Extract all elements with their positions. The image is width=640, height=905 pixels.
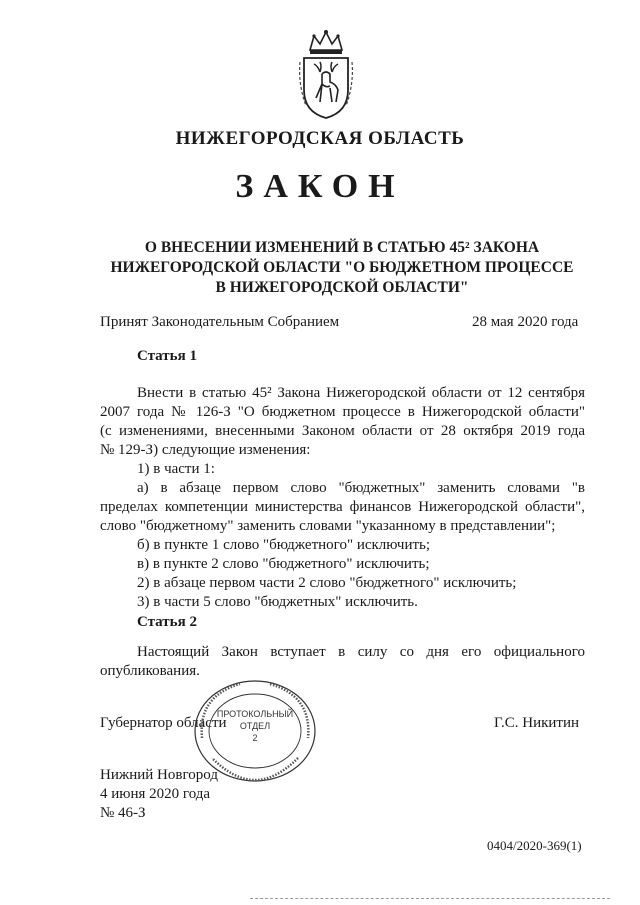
law-number: № 46-З <box>100 805 146 821</box>
article-1-line: (с изменениями, внесенными Законом области от 28 октября 2019 года <box>100 423 585 439</box>
article-1-line: слово "бюджетному" заменить словами "указанному в представлении"; <box>100 518 556 534</box>
law-heading <box>100 238 584 298</box>
stamp-line: ПРОТОКОЛЬНЫЙ <box>216 709 294 719</box>
document-type-title: ЗАКОН <box>235 168 405 205</box>
article-1-line: 1) в части 1: <box>137 461 215 477</box>
article-2-line: опубликования. <box>100 663 200 679</box>
article-1-line: в) в пункте 2 слово "бюджетного" исключить; <box>137 556 430 572</box>
signatory-title: Губернатор области <box>100 715 227 731</box>
adoption-label: Принят Законодательным Собранием <box>100 314 340 330</box>
place-of-signing: Нижний Новгород <box>100 767 218 783</box>
stamp-inner-text <box>210 708 300 744</box>
registration-number: 0404/2020-369(1) <box>487 838 582 853</box>
article-2-heading: Статья 2 <box>137 614 197 630</box>
region-title: НИЖЕГОРОДСКАЯ ОБЛАСТЬ <box>175 128 465 149</box>
article-1-line: б) в пункте 1 слово "бюджетного" исключить; <box>137 537 431 553</box>
article-1-line: Внести в статью 45² Закона Нижегородской области от 12 сентября <box>137 385 585 401</box>
law-heading-line: НИЖЕГОРОДСКОЙ ОБЛАСТИ "О БЮДЖЕТНОМ ПРОЦЕССЕ <box>110 259 574 276</box>
signing-date: 4 июня 2020 года <box>100 786 211 802</box>
article-1-line: 2) в абзаце первом части 2 слово "бюджетного" исключить; <box>137 575 517 591</box>
stamp-line: 2 <box>252 733 258 743</box>
scan-artifact-line <box>250 898 610 900</box>
article-1-line: 2007 года № 126-З "О бюджетном процессе в Нижегородской области" <box>100 404 585 420</box>
stamp-line: ОТДЕЛ <box>239 721 271 731</box>
adoption-date: 28 мая 2020 года <box>472 314 579 330</box>
article-1-line: 3) в части 5 слово "бюджетных" исключить. <box>137 594 418 610</box>
law-heading-line: В НИЖЕГОРОДСКОЙ ОБЛАСТИ" <box>215 279 469 296</box>
signatory-name: Г.С. Никитин <box>494 715 580 731</box>
article-2-line: Настоящий Закон вступает в силу со дня его официального <box>137 644 585 660</box>
law-heading-line: О ВНЕСЕНИИ ИЗМЕНЕНИЙ В СТАТЬЮ 45² ЗАКОНА <box>144 239 540 256</box>
article-1-line: а) в абзаце первом слово "бюджетных" заменить словами "в <box>137 480 585 496</box>
article-1-line: № 129-З) следующие изменения: <box>100 442 311 458</box>
article-1-line: пределах компетенции министерства финансов Нижегородской области", <box>100 499 585 515</box>
article-1-heading: Статья 1 <box>137 348 197 364</box>
coat-of-arms-emblem <box>296 28 356 120</box>
